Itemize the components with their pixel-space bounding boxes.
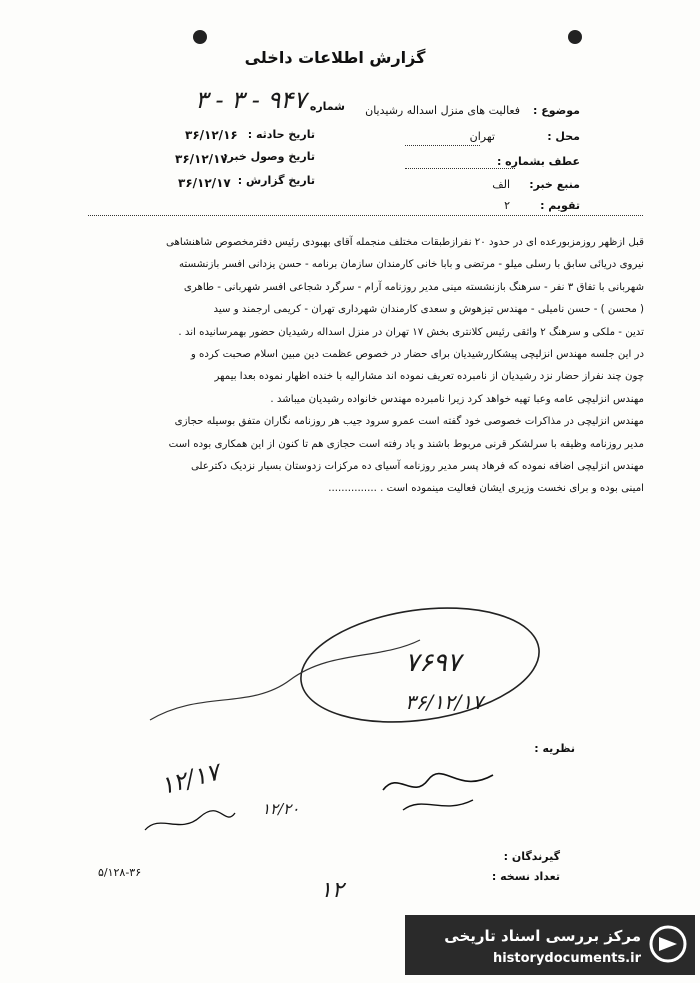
body-line: شهربانی با تفاق ۳ نفر - سرهنگ بازنشسته مینی مدیر روزنامه آرام - سرگرد شجاعی افسر شهربانی - طاهری: [183, 281, 644, 293]
evaluation-label: تقویم :: [540, 199, 580, 212]
body-line: ( محسن ) - حسن نامیلی - مهندس تیزهوش و سعدی کارمندان شهرداری تهران - کریمی ارجمند و سید: [213, 304, 644, 316]
body-line: امینی بوده و برای نخست وزیری ایشان فعالیت مینموده است . ...............: [328, 483, 644, 495]
place-value: تهران: [469, 130, 495, 143]
event-date-label: تاریخ حادثه :: [247, 128, 315, 141]
archive-banner: [405, 915, 695, 975]
punch-hole: [193, 30, 207, 44]
document-title: گزارش اطلاعات داخلی: [244, 48, 426, 67]
body-line: قبل ازظهر روزمزبورعده ای در حدود ۲۰ نفرازطبقات مختلف منجمله آقای بهبودی رئیس دفترمخصوص شاهنشاهی: [165, 237, 644, 248]
signature-icon: [140, 805, 240, 840]
body-line: مهندس انزلیچی در مذاکرات خصوصی خود گفته است عمرو سرود جیب هر روزنامه نگاران متفق بوسیله حجازی: [174, 416, 644, 428]
archive-logo-icon: [649, 925, 687, 963]
recipients-label: گیرندگان :: [503, 850, 560, 863]
body-line: چون چند نفراز حضار نزد رشیدیان از نامبرده تعریف نموده اند مشارالیه با خنده اظهار نموده بعدا بیمهر: [214, 371, 644, 383]
place-line: [405, 145, 480, 146]
receive-date-label: تاریخ وصول خبر:: [223, 150, 315, 163]
body-line: مهندس انزلیچی اضافه نموده که فرهاد پسر مدیر روزنامه آسیای ده مرکزات زدوستان بسیار نزدیک دکترعلی: [190, 461, 644, 473]
body-line: تدین - ملکی و سرهنگ ۲ واثقی رئیس کلانتری بخش ۱۷ تهران در منزل اسداله رشیدیان حضور بهمرسانیده اند .: [178, 326, 644, 338]
punch-hole: [568, 30, 582, 44]
source-value: الف: [492, 178, 510, 191]
body-line: مدیر روزنامه وظیفه با سرلشکر قرنی مربوط باشند و یاد رفته است حجازی هم تا کنون از این همکاری بوده است: [168, 438, 644, 450]
handwritten-number: ۷۶۹۷: [405, 648, 461, 678]
subject-label: موضوع :: [533, 104, 580, 117]
subject-value: فعالیت های منزل اسداله رشیدیان: [365, 104, 520, 117]
handwritten-number-2: ۱۲: [320, 878, 344, 903]
body-line: مهندس انزلیچی عامه وعبا تهیه خواهد کرد زیرا نامبرده مهندس خانواده رشیدیان میباشد .: [270, 393, 644, 405]
evaluation-value: ۲: [504, 199, 510, 212]
body-line: در این جلسه مهندس انزلیچی پیشکاررشیدیان برای حضار در خصوص عظمت دین مبین اسلام صحبت کرده و: [190, 349, 644, 361]
number-label: شماره: [309, 100, 345, 113]
archive-site: historydocuments.ir: [492, 951, 641, 966]
opinion-label: نظریه :: [534, 742, 575, 755]
report-date-label: تاریخ گزارش :: [237, 174, 315, 187]
report-date-value: ۳۶/۱۲/۱۷: [178, 176, 231, 190]
reference-label: عطف بشماره :: [496, 155, 580, 168]
copies-label: تعداد نسخه :: [491, 870, 560, 883]
place-label: محل :: [547, 130, 580, 143]
body-line: نیروی دریائی سابق با رسلی میلو - مرتضی و بابا خانی کارمندان سازمان برنامه - حسن یزدانی افسر بازنشسته: [178, 259, 644, 271]
handwritten-scribble-icon: [120, 600, 540, 740]
source-label: منبع خبر:: [529, 178, 580, 191]
header-divider: [88, 215, 643, 216]
archive-name: مرکز بررسی اسناد تاریخی: [444, 927, 641, 945]
form-code: ۵/۱۲۸-۳۶: [98, 866, 142, 879]
event-date-value: ۳۶/۱۲/۱۶: [185, 128, 238, 142]
receive-date-value: ۳۶/۱۲/۱۷: [175, 152, 228, 166]
number-value: ۹۴۷ - ۳ - ۳: [195, 86, 307, 114]
handwritten-date-1: ۳۶/۱۲/۱۷: [405, 690, 483, 714]
report-body: [72, 232, 644, 501]
reference-line: [405, 168, 515, 169]
handwritten-date-2: ۱۲/۱۷: [157, 757, 223, 801]
handwritten-date-3: ۱۲/۲۰: [262, 800, 300, 818]
signature-icon: [378, 760, 498, 820]
